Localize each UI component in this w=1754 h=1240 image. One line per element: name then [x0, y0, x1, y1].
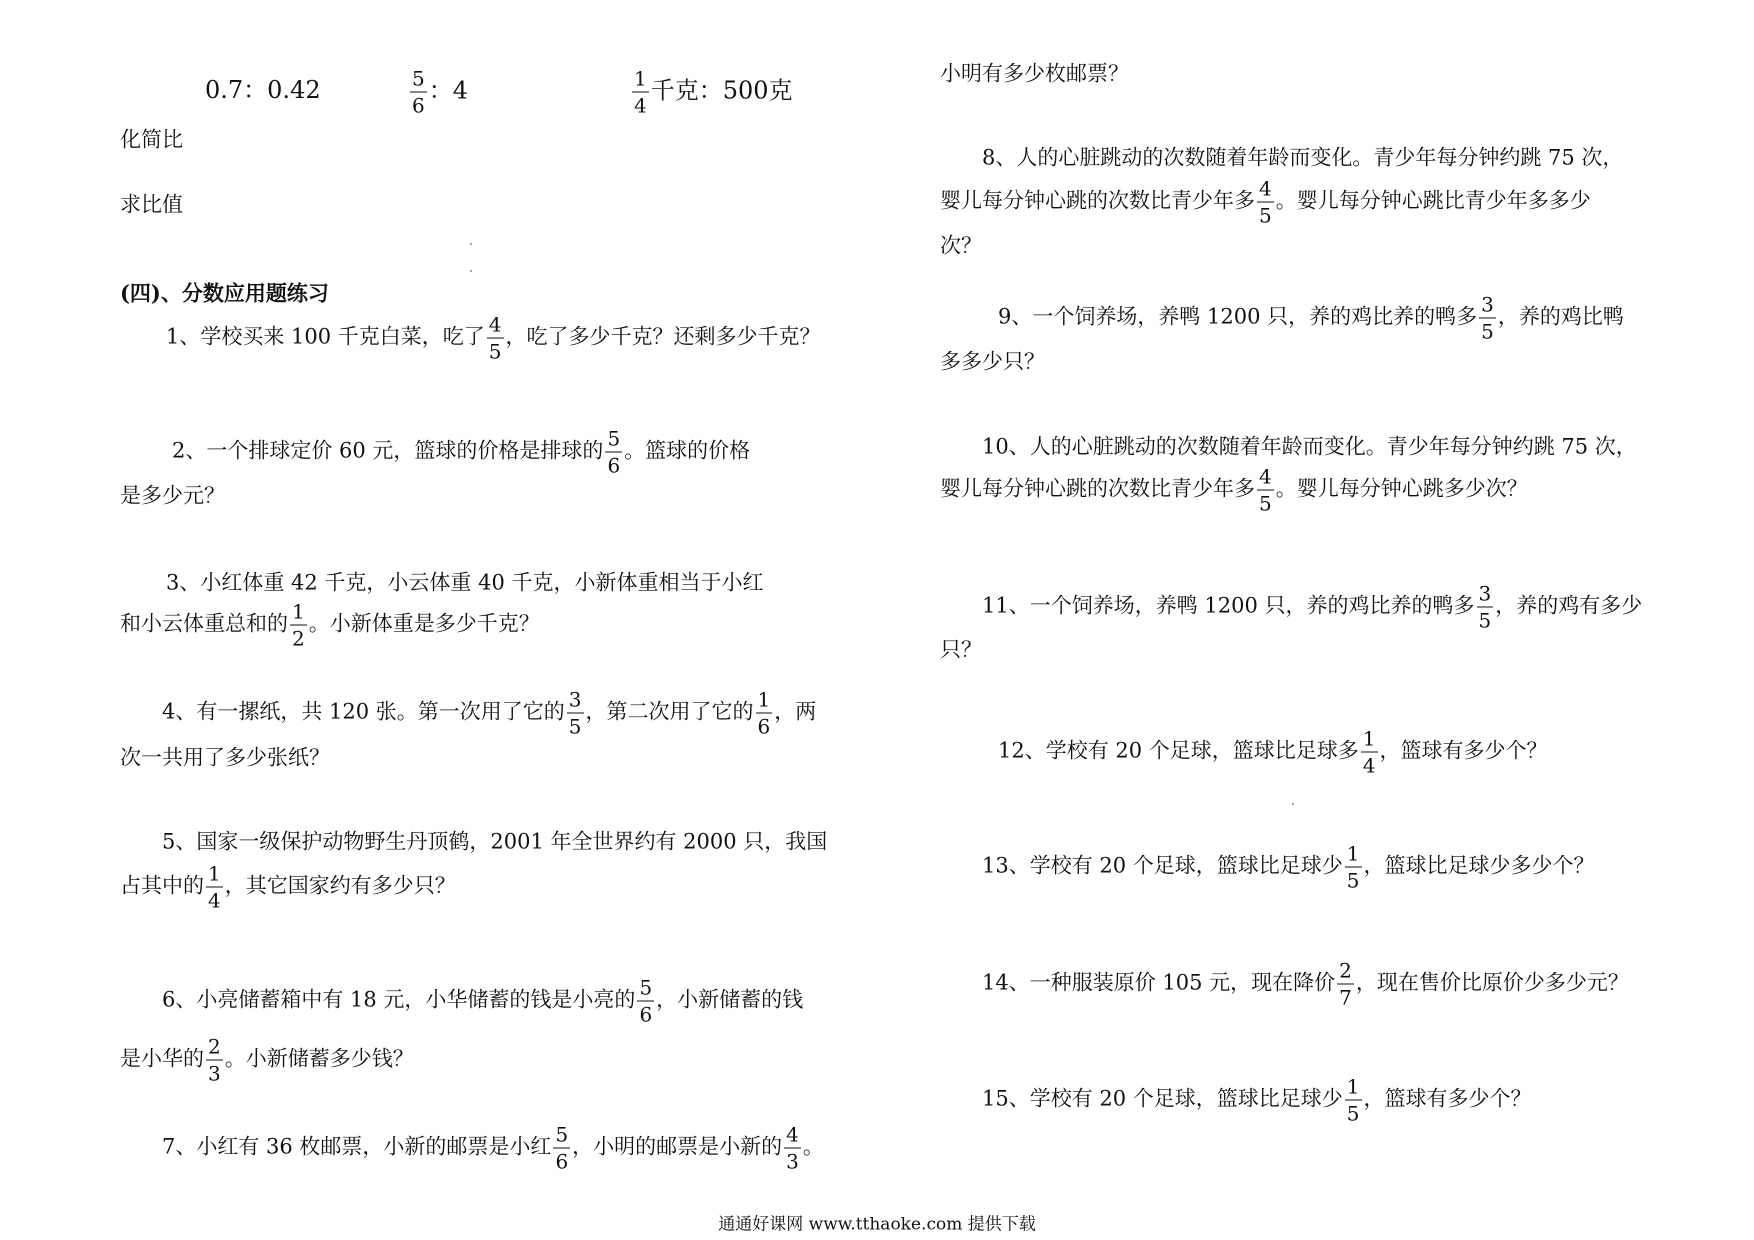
question-6-line-1: 6、小亮储蓄箱中有 18 元，小华储蓄的钱是小亮的 $\frac{5}{6}$ ，小新储蓄的钱 — [162, 975, 804, 1027]
question-8-line-2: 婴儿每分钟心跳的次数比青少年多 $\frac{4}{5}$ 。婴儿每分钟心跳比青少年多多少 — [940, 176, 1591, 228]
fraction: $\frac{1}{5}$ — [1346, 841, 1360, 893]
fraction: $\frac{3}{5}$ — [1481, 292, 1494, 344]
question-11-line-2: 只？ — [940, 637, 982, 662]
fraction: $\frac{1}{2}$ — [292, 599, 305, 651]
ratio-2 — [408, 66, 469, 118]
fraction: $\frac{4}{3}$ — [786, 1122, 799, 1174]
section-title: (四)、分数应用题练习 — [120, 280, 329, 306]
question-1: 1、学校买来 100 千克白菜，吃了 $\frac{4}{5}$ ，吃了多少千克？还剩多少千克？ — [166, 312, 821, 364]
fraction: $\frac{3}{5}$ — [1478, 581, 1492, 633]
question-5-line-2: 占其中的 $\frac{1}{4}$ ，其它国家约有多少只？ — [120, 861, 456, 913]
ratio-1-text: 0.7：0.42 — [205, 76, 321, 104]
ratio-3 — [630, 66, 793, 118]
ratio-3-text: 千克：500克 — [650, 76, 793, 105]
question-15: 15、学校有 20 个足球，篮球比足球少 $\frac{1}{5}$ ，篮球有多少个？ — [982, 1074, 1532, 1126]
scan-speck — [1292, 803, 1294, 805]
question-12: 12、学校有 20 个足球，篮球比足球多 $\frac{1}{4}$ ，篮球有多少个？ — [998, 726, 1548, 778]
fraction: $\frac{1}{4}$ — [208, 861, 221, 913]
fraction: $\frac{5}{6}$ — [555, 1122, 569, 1174]
question-14: 14、一种服装原价 105 元，现在降价 $\frac{2}{7}$ ，现在售价比原价少多少元？ — [982, 958, 1629, 1010]
fraction: $\frac{5}{6}$ — [412, 66, 425, 118]
question-10-line-2: 婴儿每分钟心跳的次数比青少年多 $\frac{4}{5}$ 。婴儿每分钟心跳多少次？ — [940, 464, 1528, 516]
fraction: $\frac{3}{5}$ — [568, 687, 582, 739]
scan-speck — [470, 270, 472, 272]
question-9-line-1: 9、一个饲养场，养鸭 1200 只，养的鸡比养的鸭多 $\frac{3}{5}$ ，养的鸡比鸭 — [998, 292, 1624, 344]
question-2-line-2: 是多少元？ — [120, 483, 225, 508]
question-11-line-1: 11、一个饲养场，养鸭 1200 只，养的鸡比养的鸭多 $\frac{3}{5}$ ，养的鸡有多少 — [982, 581, 1643, 633]
question-8-line-1: 8、人的心脏跳动的次数随着年龄而变化。青少年每分钟约跳 75 次， — [982, 145, 1624, 170]
question-10-line-1: 10、人的心脏跳动的次数随着年龄而变化。青少年每分钟约跳 75 次， — [982, 434, 1637, 459]
fraction: $\frac{1}{5}$ — [1346, 1074, 1360, 1126]
question-3-line-2: 和小云体重总和的 $\frac{1}{2}$ 。小新体重是多少千克？ — [120, 599, 540, 651]
ratio-2-text: ：4 — [428, 76, 469, 105]
question-4-line-2: 次一共用了多少张纸？ — [120, 745, 330, 770]
simplify-label: 化简比 — [120, 127, 183, 152]
question-3-line-1: 3、小红体重 42 千克，小云体重 40 千克，小新体重相当于小红 — [166, 570, 764, 595]
fraction: $\frac{2}{3}$ — [208, 1034, 221, 1086]
question-5-line-1: 5、国家一级保护动物野生丹顶鹤，2001 年全世界约有 2000 只，我国 — [162, 829, 828, 854]
question-4-line-1: 4、有一摞纸，共 120 张。第一次用了它的 $\frac{3}{5}$ ，第二次用了它的 $\frac{1}{6}$ ，两 — [162, 687, 817, 739]
ratio-1 — [205, 78, 321, 102]
scan-speck — [470, 243, 472, 245]
question-7-line-2: 小明有多少枚邮票？ — [940, 61, 1129, 86]
fraction: $\frac{4}{5}$ — [1259, 176, 1272, 228]
question-6-line-2: 是小华的 $\frac{2}{3}$ 。小新储蓄多少钱？ — [120, 1034, 414, 1086]
question-8-line-3: 次？ — [940, 233, 982, 258]
value-label: 求比值 — [120, 192, 183, 217]
question-2-line-1: 2、一个排球定价 60 元，篮球的价格是排球的 $\frac{5}{6}$ 。篮球的价格 — [172, 426, 751, 478]
question-7-line-1: 7、小红有 36 枚邮票，小新的邮票是小红 $\frac{5}{6}$ ，小明的邮票是小新的 $\frac{4}{3}$ 。 — [162, 1122, 824, 1174]
fraction: $\frac{4}{5}$ — [488, 312, 502, 364]
question-9-line-2: 多多少只？ — [940, 349, 1045, 374]
fraction: $\frac{1}{6}$ — [757, 687, 771, 739]
fraction: $\frac{1}{4}$ — [1362, 726, 1376, 778]
footer-credit: 通通好课网 www.tthaoke.com 提供下载 — [718, 1214, 1036, 1235]
question-13: 13、学校有 20 个足球，篮球比足球少 $\frac{1}{5}$ ，篮球比足球少多少个？ — [982, 841, 1595, 893]
fraction: $\frac{5}{6}$ — [607, 426, 621, 478]
fraction: $\frac{5}{6}$ — [639, 975, 653, 1027]
fraction: $\frac{2}{7}$ — [1339, 958, 1352, 1010]
fraction: $\frac{1}{4}$ — [634, 66, 647, 118]
fraction: $\frac{4}{5}$ — [1259, 464, 1272, 516]
